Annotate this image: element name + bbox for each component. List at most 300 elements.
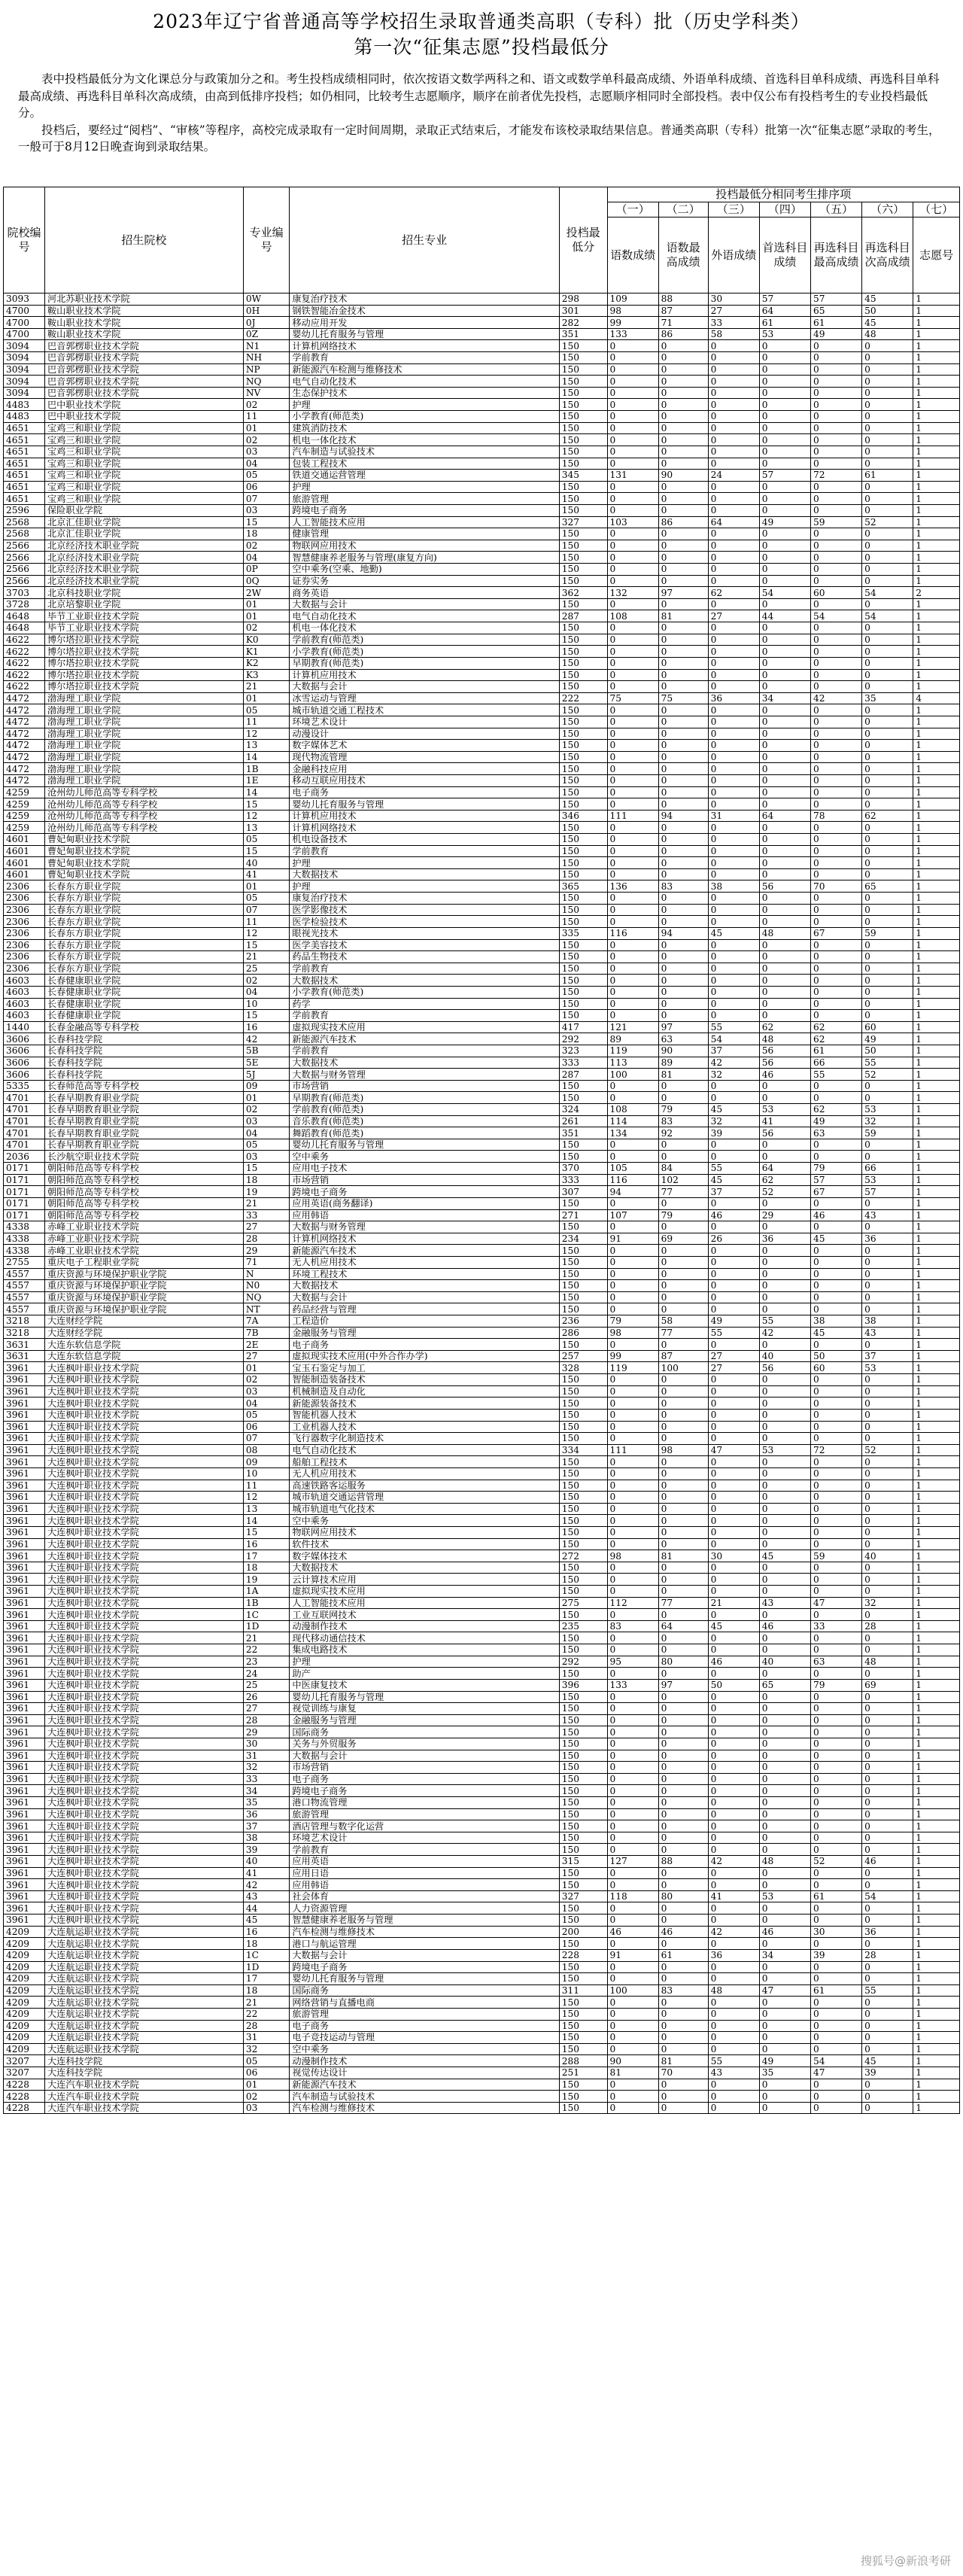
cell-rank-6: 0 — [862, 434, 913, 446]
cell-rank-1: 0 — [607, 2079, 658, 2091]
cell-rank-4: 0 — [759, 1467, 810, 1480]
cell-rank-3: 37 — [708, 1186, 759, 1198]
cell-major-name: 旅游管理 — [290, 1808, 559, 1820]
cell-school-name: 大连枫叶职业技术学院 — [44, 1503, 243, 1515]
cell-school-name: 长春东方职业学院 — [44, 939, 243, 951]
cell-rank-2: 89 — [658, 1057, 708, 1069]
cell-rank-6: 0 — [862, 1467, 913, 1480]
cell-rank-6: 39 — [862, 2067, 913, 2079]
cell-major-name: 空中乘务(空乘、地勤) — [290, 564, 559, 576]
cell-rank-3: 0 — [708, 1832, 759, 1844]
cell-rank-1: 0 — [607, 411, 658, 423]
cell-rank-7: 1 — [913, 728, 960, 740]
cell-rank-3: 42 — [708, 1057, 759, 1069]
cell-rank-6: 0 — [862, 564, 913, 576]
cell-school-code: 4651 — [4, 493, 45, 505]
cell-rank-2: 0 — [658, 411, 708, 423]
cell-rank-2: 0 — [658, 1997, 708, 2009]
cell-rank-1: 0 — [607, 975, 658, 987]
cell-rank-3: 0 — [708, 1339, 759, 1351]
cell-major-name: 物联网应用技术 — [290, 540, 559, 552]
cell-rank-2: 0 — [658, 1691, 708, 1703]
cell-rank-6: 0 — [862, 1503, 913, 1515]
table-row — [4, 1961, 960, 1973]
cell-rank-5: 0 — [810, 634, 861, 646]
table-row — [4, 575, 960, 587]
cell-rank-3: 0 — [708, 1492, 759, 1504]
cell-rank-4: 56 — [759, 1362, 810, 1374]
cell-school-name: 宝鸡三和职业学院 — [44, 470, 243, 482]
cell-rank-4: 0 — [759, 1503, 810, 1515]
cell-rank-2: 0 — [658, 845, 708, 857]
cell-major-name: 金融服务与管理 — [290, 1327, 559, 1339]
cell-school-name: 巴音郭楞职业技术学院 — [44, 363, 243, 376]
cell-rank-2: 70 — [658, 2067, 708, 2079]
cell-rank-3: 0 — [708, 1256, 759, 1268]
cell-major-code: 0W — [243, 293, 290, 306]
cell-major-code: 42 — [243, 1879, 290, 1891]
cell-major-code: 7A — [243, 1315, 290, 1328]
cell-school-code: 4209 — [4, 1984, 45, 1997]
cell-rank-5: 0 — [810, 434, 861, 446]
cell-school-code: 4209 — [4, 2043, 45, 2055]
cell-rank-1: 0 — [607, 1421, 658, 1433]
cell-school-code: 2755 — [4, 1256, 45, 1268]
cell-school-code: 4651 — [4, 434, 45, 446]
cell-rank-6: 0 — [862, 1762, 913, 1774]
cell-rank-6: 52 — [862, 1069, 913, 1081]
cell-rank-2: 0 — [658, 1714, 708, 1726]
cell-min-score: 150 — [559, 458, 607, 470]
cell-school-code: 2566 — [4, 575, 45, 587]
cell-school-name: 毕节工业职业技术学院 — [44, 610, 243, 622]
cell-rank-7: 1 — [913, 1092, 960, 1104]
cell-rank-7: 1 — [913, 893, 960, 905]
cell-school-code: 3961 — [4, 1915, 45, 1927]
cell-major-code: 06 — [243, 2067, 290, 2079]
cell-rank-7: 1 — [913, 1186, 960, 1198]
cell-rank-7: 1 — [913, 352, 960, 364]
cell-major-code: 01 — [243, 422, 290, 434]
cell-rank-5: 0 — [810, 2032, 861, 2044]
cell-rank-7: 1 — [913, 1315, 960, 1328]
cell-rank-7: 1 — [913, 1221, 960, 1233]
header-sub-label: 志愿号 — [913, 217, 960, 293]
cell-school-code: 3961 — [4, 1832, 45, 1844]
cell-rank-5: 60 — [810, 587, 861, 599]
table-row — [4, 834, 960, 846]
cell-rank-3: 0 — [708, 363, 759, 376]
cell-major-name: 市场营销 — [290, 1080, 559, 1092]
cell-major-name: 电子商务 — [290, 2020, 559, 2032]
cell-school-code: 3094 — [4, 340, 45, 352]
cell-rank-5: 0 — [810, 939, 861, 951]
cell-rank-6: 43 — [862, 1327, 913, 1339]
cell-major-code: 16 — [243, 1021, 290, 1033]
cell-major-name: 医学检验技术 — [290, 916, 559, 928]
cell-rank-3: 42 — [708, 1856, 759, 1868]
cell-rank-2: 0 — [658, 2008, 708, 2020]
table-row — [4, 1538, 960, 1550]
cell-min-score: 150 — [559, 1562, 607, 1574]
table-row — [4, 598, 960, 610]
cell-school-name: 大连枫叶职业技术学院 — [44, 1362, 243, 1374]
cell-rank-6: 62 — [862, 810, 913, 822]
cell-school-code: 2306 — [4, 904, 45, 916]
cell-rank-6: 0 — [862, 481, 913, 493]
cell-major-code: 08 — [243, 1444, 290, 1456]
cell-school-code: 4338 — [4, 1233, 45, 1245]
cell-min-score: 271 — [559, 1209, 607, 1221]
cell-rank-3: 0 — [708, 434, 759, 446]
cell-major-name: 婴幼儿托育服务与管理 — [290, 328, 559, 340]
cell-major-name: 金融科技应用 — [290, 763, 559, 775]
cell-rank-5: 0 — [810, 504, 861, 516]
cell-major-name: 大数据与会计 — [290, 1750, 559, 1762]
cell-major-name: 新能源汽车技术 — [290, 1245, 559, 1257]
cell-rank-7: 1 — [913, 1127, 960, 1139]
cell-rank-7: 1 — [913, 1409, 960, 1421]
cell-rank-5: 0 — [810, 1714, 861, 1726]
cell-major-code: 1A — [243, 1586, 290, 1598]
cell-rank-7: 1 — [913, 1797, 960, 1809]
cell-school-code: 3961 — [4, 1691, 45, 1703]
table-row — [4, 1069, 960, 1081]
cell-major-code: 11 — [243, 716, 290, 728]
cell-school-name: 大连枫叶职业技术学院 — [44, 1492, 243, 1504]
table-row — [4, 1456, 960, 1468]
cell-rank-6: 0 — [862, 1808, 913, 1820]
cell-rank-7: 1 — [913, 1856, 960, 1868]
cell-rank-3: 0 — [708, 798, 759, 811]
cell-min-score: 150 — [559, 1139, 607, 1151]
cell-min-score: 150 — [559, 1526, 607, 1538]
cell-rank-1: 136 — [607, 880, 658, 893]
cell-rank-6: 0 — [862, 1456, 913, 1468]
cell-school-code: 3606 — [4, 1057, 45, 1069]
cell-rank-6: 46 — [862, 1856, 913, 1868]
cell-rank-6: 0 — [862, 740, 913, 752]
cell-rank-6: 69 — [862, 1679, 913, 1691]
cell-rank-5: 0 — [810, 951, 861, 963]
cell-rank-7: 1 — [913, 1057, 960, 1069]
cell-major-code: 32 — [243, 2043, 290, 2055]
cell-rank-4: 0 — [759, 1480, 810, 1492]
cell-rank-5: 0 — [810, 657, 861, 669]
table-row — [4, 1926, 960, 1938]
cell-rank-6: 0 — [862, 704, 913, 716]
cell-major-code: 71 — [243, 1256, 290, 1268]
cell-major-code: 1D — [243, 1620, 290, 1632]
cell-rank-5: 0 — [810, 1151, 861, 1163]
cell-major-name: 移动应用开发 — [290, 317, 559, 329]
cell-major-name: 机电设备技术 — [290, 834, 559, 846]
cell-school-code: 4259 — [4, 822, 45, 834]
cell-rank-4: 0 — [759, 1492, 810, 1504]
cell-rank-1: 0 — [607, 1867, 658, 1879]
cell-rank-4: 49 — [759, 2055, 810, 2067]
cell-major-code: 02 — [243, 2091, 290, 2103]
table-row — [4, 880, 960, 893]
cell-rank-2: 0 — [658, 493, 708, 505]
cell-rank-1: 0 — [607, 2032, 658, 2044]
cell-rank-6: 0 — [862, 951, 913, 963]
cell-rank-7: 1 — [913, 2032, 960, 2044]
cell-rank-3: 0 — [708, 646, 759, 658]
cell-rank-5: 49 — [810, 328, 861, 340]
cell-min-score: 315 — [559, 1856, 607, 1868]
cell-major-name: 医学影像技术 — [290, 904, 559, 916]
cell-major-name: 医学美容技术 — [290, 939, 559, 951]
cell-rank-1: 0 — [607, 1902, 658, 1915]
cell-school-code: 4603 — [4, 998, 45, 1010]
cell-rank-6: 53 — [862, 1362, 913, 1374]
cell-rank-6: 0 — [862, 1421, 913, 1433]
cell-rank-4: 56 — [759, 1127, 810, 1139]
cell-school-code: 4700 — [4, 328, 45, 340]
cell-rank-6: 0 — [862, 540, 913, 552]
cell-major-name: 大数据与会计 — [290, 598, 559, 610]
cell-school-code: 3961 — [4, 1409, 45, 1421]
cell-rank-4: 40 — [759, 1350, 810, 1362]
cell-min-score: 150 — [559, 1409, 607, 1421]
cell-school-name: 大连航运职业技术学院 — [44, 2020, 243, 2032]
table-row — [4, 1268, 960, 1280]
table-row — [4, 516, 960, 528]
cell-major-code: 26 — [243, 1691, 290, 1703]
cell-rank-4: 0 — [759, 1797, 810, 1809]
cell-rank-2: 0 — [658, 1961, 708, 1973]
cell-rank-5: 0 — [810, 1538, 861, 1550]
cell-major-code: 07 — [243, 1433, 290, 1445]
cell-rank-2: 0 — [658, 1785, 708, 1797]
cell-rank-6: 0 — [862, 2043, 913, 2055]
cell-school-code: 4472 — [4, 774, 45, 786]
cell-rank-6: 0 — [862, 963, 913, 975]
cell-rank-5: 0 — [810, 669, 861, 681]
cell-rank-5: 0 — [810, 1374, 861, 1386]
cell-rank-1: 0 — [607, 1397, 658, 1410]
cell-major-code: 33 — [243, 1209, 290, 1221]
cell-rank-4: 0 — [759, 728, 810, 740]
cell-rank-7: 1 — [913, 1632, 960, 1644]
cell-rank-4: 0 — [759, 845, 810, 857]
cell-rank-7: 1 — [913, 2067, 960, 2079]
cell-school-code: 3961 — [4, 1550, 45, 1562]
table-row — [4, 728, 960, 740]
cell-rank-3: 0 — [708, 1526, 759, 1538]
cell-rank-4: 0 — [759, 740, 810, 752]
cell-major-name: 生态保护技术 — [290, 387, 559, 399]
cell-rank-1: 0 — [607, 352, 658, 364]
cell-major-name: 工业互联网技术 — [290, 1609, 559, 1621]
cell-rank-6: 0 — [862, 657, 913, 669]
cell-major-name: 跨境电子商务 — [290, 1785, 559, 1797]
cell-min-score: 150 — [559, 1080, 607, 1092]
cell-rank-2: 77 — [658, 1186, 708, 1198]
cell-rank-1: 0 — [607, 1832, 658, 1844]
cell-rank-5: 0 — [810, 1867, 861, 1879]
cell-major-code: 5E — [243, 1057, 290, 1069]
cell-rank-3: 45 — [708, 1620, 759, 1632]
cell-rank-1: 0 — [607, 1151, 658, 1163]
cell-min-score: 200 — [559, 1926, 607, 1938]
cell-rank-4: 0 — [759, 1421, 810, 1433]
cell-rank-7: 1 — [913, 646, 960, 658]
cell-rank-2: 0 — [658, 2102, 708, 2114]
cell-rank-3: 0 — [708, 2043, 759, 2055]
cell-rank-1: 0 — [607, 1691, 658, 1703]
cell-major-name: 大数据技术 — [290, 868, 559, 880]
cell-rank-7: 1 — [913, 951, 960, 963]
cell-school-code: 4601 — [4, 845, 45, 857]
cell-rank-2: 0 — [658, 1879, 708, 1891]
cell-major-name: 人力资源管理 — [290, 1902, 559, 1915]
cell-min-score: 150 — [559, 1339, 607, 1351]
cell-rank-7: 1 — [913, 446, 960, 458]
cell-school-name: 鞍山职业技术学院 — [44, 328, 243, 340]
table-row — [4, 1586, 960, 1598]
cell-school-name: 大连航运职业技术学院 — [44, 1984, 243, 1997]
cell-rank-3: 0 — [708, 868, 759, 880]
cell-rank-1: 0 — [607, 857, 658, 869]
cell-rank-1: 112 — [607, 1597, 658, 1609]
cell-rank-1: 0 — [607, 822, 658, 834]
cell-rank-3: 0 — [708, 986, 759, 998]
cell-rank-3: 0 — [708, 552, 759, 564]
cell-major-name: 应用英语 — [290, 1856, 559, 1868]
cell-major-name: 早期教育(师范类) — [290, 657, 559, 669]
cell-school-name: 巴音郭楞职业技术学院 — [44, 352, 243, 364]
cell-rank-4: 64 — [759, 810, 810, 822]
cell-major-code: 21 — [243, 951, 290, 963]
cell-school-code: 2306 — [4, 939, 45, 951]
cell-school-code: 4648 — [4, 622, 45, 634]
table-row — [4, 798, 960, 811]
cell-rank-1: 0 — [607, 786, 658, 798]
cell-rank-2: 0 — [658, 575, 708, 587]
cell-school-name: 大连枫叶职业技术学院 — [44, 1433, 243, 1445]
cell-rank-5: 60 — [810, 1362, 861, 1374]
cell-rank-4: 0 — [759, 2032, 810, 2044]
cell-rank-6: 0 — [862, 1797, 913, 1809]
cell-rank-5: 0 — [810, 1632, 861, 1644]
cell-major-code: 01 — [243, 692, 290, 704]
cell-school-code: 3961 — [4, 1421, 45, 1433]
cell-school-name: 沧州幼儿师范高等专科学校 — [44, 810, 243, 822]
cell-rank-2: 90 — [658, 470, 708, 482]
cell-rank-5: 0 — [810, 1750, 861, 1762]
table-row — [4, 1033, 960, 1045]
cell-rank-1: 0 — [607, 2008, 658, 2020]
cell-rank-7: 1 — [913, 1820, 960, 1832]
cell-rank-5: 0 — [810, 481, 861, 493]
table-body — [4, 293, 960, 2114]
cell-major-code: 31 — [243, 1750, 290, 1762]
table-row — [4, 810, 960, 822]
cell-rank-1: 113 — [607, 1057, 658, 1069]
cell-rank-3: 0 — [708, 904, 759, 916]
cell-rank-5: 0 — [810, 1385, 861, 1397]
cell-major-name: 国际商务 — [290, 1984, 559, 1997]
cell-min-score: 150 — [559, 2008, 607, 2020]
cell-min-score: 150 — [559, 740, 607, 752]
cell-major-code: 40 — [243, 1856, 290, 1868]
cell-rank-5: 59 — [810, 516, 861, 528]
cell-rank-1: 46 — [607, 1926, 658, 1938]
cell-rank-7: 1 — [913, 1550, 960, 1562]
cell-school-code: 3961 — [4, 1773, 45, 1785]
cell-rank-1: 0 — [607, 1609, 658, 1621]
cell-min-score: 257 — [559, 1350, 607, 1362]
cell-rank-6: 0 — [862, 1902, 913, 1915]
cell-rank-2: 0 — [658, 1867, 708, 1879]
cell-major-code: NP — [243, 363, 290, 376]
cell-rank-1: 0 — [607, 446, 658, 458]
cell-rank-3: 0 — [708, 598, 759, 610]
cell-rank-5: 72 — [810, 470, 861, 482]
cell-school-name: 大连枫叶职业技术学院 — [44, 1902, 243, 1915]
table-row — [4, 1327, 960, 1339]
cell-major-code: 09 — [243, 1080, 290, 1092]
cell-rank-3: 0 — [708, 376, 759, 388]
cell-rank-1: 0 — [607, 1726, 658, 1738]
table-row — [4, 340, 960, 352]
cell-school-code: 3093 — [4, 293, 45, 306]
cell-rank-6: 28 — [862, 1949, 913, 1961]
cell-school-name: 大连枫叶职业技术学院 — [44, 1785, 243, 1797]
cell-rank-6: 0 — [862, 552, 913, 564]
cell-major-name: 计算机网络技术 — [290, 1233, 559, 1245]
cell-school-code: 3218 — [4, 1327, 45, 1339]
table-row — [4, 1785, 960, 1797]
cell-min-score: 301 — [559, 305, 607, 317]
cell-rank-5: 67 — [810, 1186, 861, 1198]
cell-major-code: 01 — [243, 1362, 290, 1374]
cell-rank-2: 0 — [658, 669, 708, 681]
cell-rank-4: 0 — [759, 1726, 810, 1738]
cell-school-code: 4209 — [4, 2032, 45, 2044]
cell-school-name: 渤海理工职业学院 — [44, 692, 243, 704]
header-sub-num: （六） — [862, 202, 913, 217]
table-row — [4, 1385, 960, 1397]
cell-rank-1: 94 — [607, 1186, 658, 1198]
cell-school-code: 3094 — [4, 387, 45, 399]
cell-rank-5: 0 — [810, 446, 861, 458]
cell-rank-1: 0 — [607, 845, 658, 857]
cell-school-code: 4483 — [4, 399, 45, 411]
cell-rank-7: 1 — [913, 411, 960, 423]
cell-school-name: 大连航运职业技术学院 — [44, 2043, 243, 2055]
table-row — [4, 1197, 960, 1209]
cell-rank-1: 0 — [607, 2043, 658, 2055]
cell-rank-6: 0 — [862, 2008, 913, 2020]
cell-rank-3: 0 — [708, 1303, 759, 1315]
cell-rank-4: 0 — [759, 1820, 810, 1832]
cell-major-name: 大数据技术 — [290, 1562, 559, 1574]
cell-rank-6: 65 — [862, 880, 913, 893]
cell-rank-4: 0 — [759, 1151, 810, 1163]
cell-rank-3: 0 — [708, 822, 759, 834]
cell-rank-2: 0 — [658, 1586, 708, 1598]
cell-rank-7: 1 — [913, 1350, 960, 1362]
cell-rank-5: 0 — [810, 1492, 861, 1504]
cell-min-score: 150 — [559, 1691, 607, 1703]
cell-rank-6: 32 — [862, 1115, 913, 1127]
cell-rank-3: 49 — [708, 1315, 759, 1328]
cell-rank-7: 1 — [913, 1515, 960, 1527]
cell-school-code: 4472 — [4, 740, 45, 752]
